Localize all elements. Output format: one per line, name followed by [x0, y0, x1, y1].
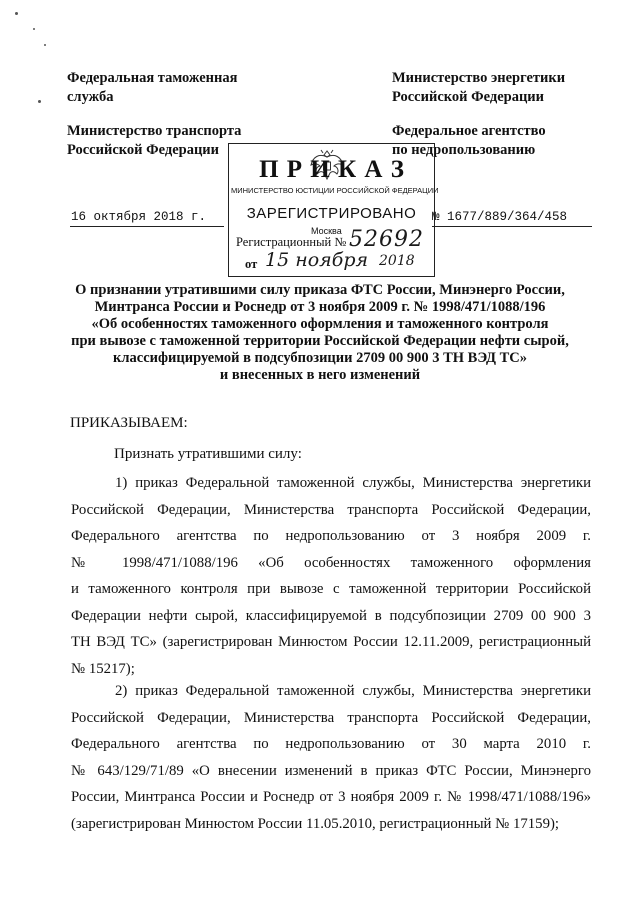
- title-line: и внесенных в него изменений: [219, 367, 421, 383]
- item-line: № 15217);: [71, 660, 135, 677]
- header-line: Министерство энергетики: [392, 70, 566, 86]
- header-line: Российской Федерации: [392, 89, 545, 105]
- item-line: № 1998/471/1088/196 «Об особенностях таможенного оформления: [71, 554, 591, 571]
- stamp-reg-number: 52692: [349, 227, 424, 252]
- header-line: Министерство транспорта: [67, 123, 242, 139]
- scan-speck: [38, 100, 41, 103]
- scan-speck: [15, 12, 18, 15]
- item-1: [71, 470, 591, 682]
- title-line: при вывозе с таможенной территории Российской Федерации нефти сырой,: [71, 333, 569, 349]
- stamp-date-handwritten: 15 ноября: [265, 249, 369, 271]
- title-line: классифицируемой в подсубпозиции 2709 00 900 3 ТН ВЭД ТС»: [113, 350, 527, 366]
- header-right-top: [392, 69, 565, 107]
- stamp-reg-label: Регистрационный №: [236, 235, 347, 249]
- intro-text: Признать утратившими силу:: [114, 446, 302, 462]
- stamp-city: Москва: [311, 226, 342, 236]
- item-line: Федерации нефти сырой, классифицируемой в подсубпозиции 2709 00 900 3: [71, 607, 591, 624]
- header-line: Федеральная таможенная: [67, 70, 238, 86]
- item-line: и таможенного контроля при вывозе с таможенной территории Российской: [71, 581, 591, 597]
- order-number: № 1677/889/364/458: [432, 210, 568, 224]
- stamp-registered: ЗАРЕГИСТРИРОВАНО: [246, 205, 417, 222]
- header-line: служба: [67, 89, 114, 105]
- header-left-top: [67, 69, 237, 107]
- item-line: Российской Федерации, Министерства транспорта Российской Федерации,: [71, 501, 591, 518]
- item-line: России, Минтранса России и Роснедр от 3 ноября 2009 г. № 1998/471/1088/196»: [71, 789, 591, 805]
- item-line: Федерального агентства по недропользованию от 30 марта 2010 г.: [71, 736, 591, 752]
- registration-stamp: [228, 143, 439, 277]
- item-line: 2) приказ Федеральной таможенной службы, Министерства энергетики: [115, 683, 591, 699]
- order-number-underline: [432, 226, 592, 227]
- title-line: О признании утратившими силу приказа ФТС России, Минэнерго России,: [75, 282, 565, 298]
- order-date-underline: [70, 226, 224, 227]
- item-line: Российской Федерации, Министерства транспорта Российской Федерации,: [71, 709, 591, 726]
- document-title: [60, 282, 580, 384]
- item-line: ТН ВЭД ТС» (зарегистрирован Минюстом России 12.11.2009, регистрационный: [71, 634, 591, 650]
- header-left-bottom: [67, 122, 241, 160]
- header-line: Российской Федерации: [67, 142, 220, 158]
- item-line: 1) приказ Федеральной таможенной службы, Министерства энергетики: [115, 475, 591, 491]
- scan-speck: [33, 28, 35, 30]
- header-line: по недропользованию: [392, 142, 536, 158]
- scan-speck: [44, 44, 46, 46]
- title-line: Минтранса России и Роснедр от 3 ноября 2009 г. № 1998/471/1088/196: [94, 299, 546, 315]
- orders-heading: ПРИКАЗЫВАЕМ:: [70, 415, 188, 431]
- order-date: 16 октября 2018 г.: [71, 210, 207, 224]
- stamp-ministry: МИНИСТЕРСТВО ЮСТИЦИИ РОССИЙСКОЙ ФЕДЕРАЦИИ: [231, 186, 439, 195]
- item-line: № 643/129/71/89 «О внесении изменений в приказ ФТС России, Минэнерго: [71, 762, 591, 779]
- item-line: Федерального агентства по недропользованию от 3 ноября 2009 г.: [71, 528, 591, 544]
- item-line: (зарегистрирован Минюстом России 11.05.2010, регистрационный № 17159);: [71, 815, 560, 832]
- item-2: [71, 678, 591, 837]
- header-line: Федеральное агентство: [392, 123, 546, 139]
- title-line: «Об особенностях таможенного оформления и таможенного контроля: [91, 316, 549, 332]
- stamp-year: 2018: [379, 253, 415, 269]
- order-word: П Р И К А З: [259, 156, 405, 183]
- stamp-date-prefix: от: [245, 257, 258, 271]
